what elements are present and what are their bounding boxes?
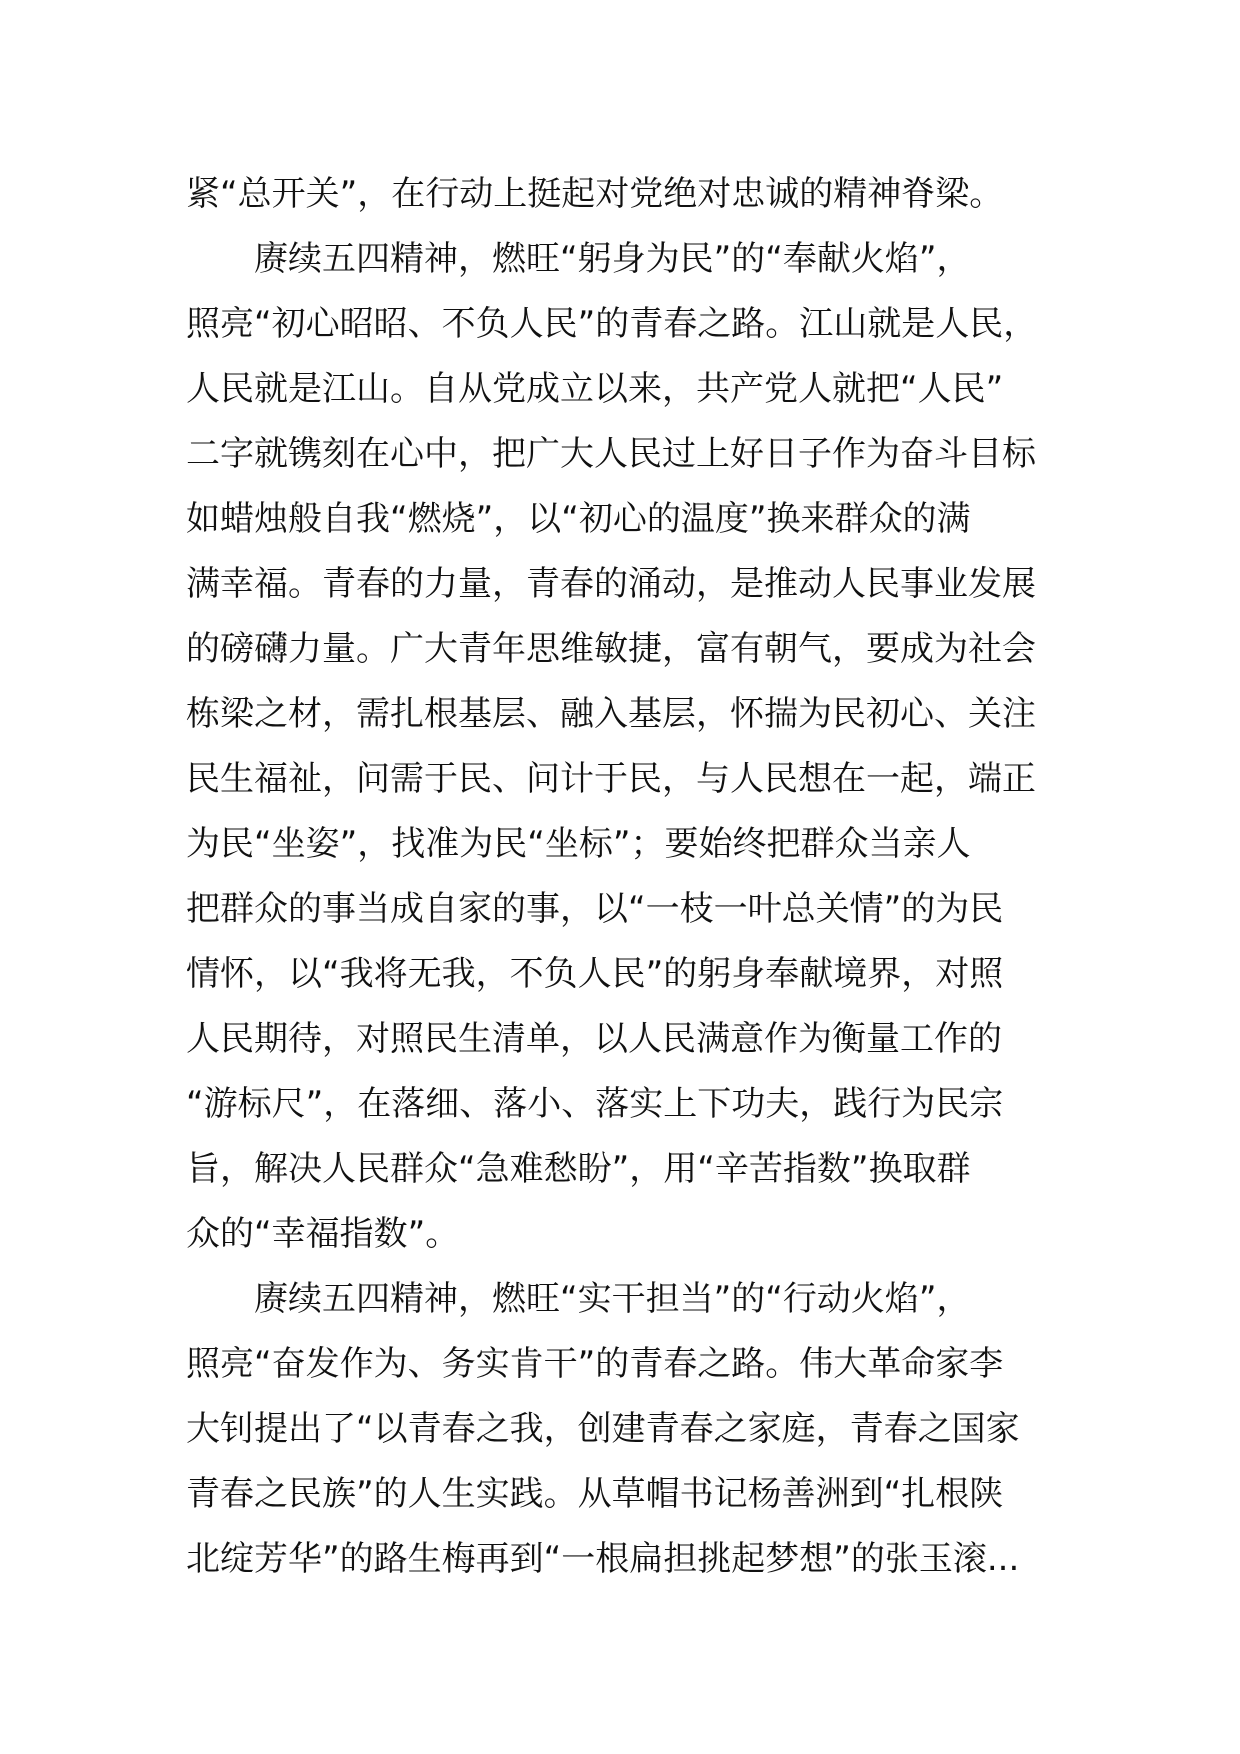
text-line: 如蜡烛般自我“燃烧”，以“初心的温度”换来群众的满	[186, 499, 971, 539]
text-line: 情怀，以“我将无我，不负人民”的躬身奉献境界，对照	[186, 954, 1004, 994]
text-line: 青春之民族”的人生实践。从草帽书记杨善洲到“扎根陕	[186, 1474, 1004, 1514]
text-line: 人民就是江山。自从党成立以来，共产党人就把“人民”	[186, 369, 1004, 409]
text-line: 把群众的事当成自家的事，以“一枝一叶总关情”的为民	[186, 889, 1004, 929]
text-line: 照亮“奋发作为、务实肯干”的青春之路。伟大革命家李	[186, 1344, 1004, 1384]
text-line: 众的“幸福指数”。	[186, 1214, 460, 1254]
text-line: 旨，解决人民群众“急难愁盼”，用“辛苦指数”换取群	[186, 1149, 971, 1189]
text-line: 满幸福。青春的力量，青春的涌动，是推动人民事业发展	[186, 564, 1036, 604]
text-line: 紧“总开关”，在行动上挺起对党绝对忠诚的精神脊梁。	[186, 174, 1004, 214]
text-line: 大钊提出了“以青春之我，创建青春之家庭，青春之国家	[186, 1409, 1020, 1449]
text-line: 人民期待，对照民生清单，以人民满意作为衡量工作的	[186, 1019, 1002, 1059]
text-line: 的磅礴力量。广大青年思维敏捷，富有朝气，要成为社会	[186, 629, 1036, 669]
text-line: 北绽芳华”的路生梅再到“一根扁担挑起梦想”的张玉滚...	[186, 1539, 1020, 1579]
text-line: 为民“坐姿”，找准为民“坐标”；要始终把群众当亲人	[186, 824, 971, 864]
text-line: 照亮“初心昭昭、不负人民”的青春之路。江山就是人民，	[186, 304, 1038, 344]
text-line: 二字就镌刻在心中，把广大人民过上好日子作为奋斗目标	[186, 434, 1036, 474]
text-line: 栋梁之材，需扎根基层、融入基层，怀揣为民初心、关注	[186, 694, 1036, 734]
text-line: 民生福祉，问需于民、问计于民，与人民想在一起，端正	[186, 759, 1036, 799]
text-line: “游标尺”，在落细、落小、落实上下功夫，践行为民宗	[186, 1084, 1004, 1124]
paragraph-start-line: 赓续五四精神，燃旺“实干担当”的“行动火焰”，	[254, 1279, 971, 1319]
paragraph-start-line: 赓续五四精神，燃旺“躬身为民”的“奉献火焰”，	[254, 239, 971, 279]
body-text	[186, 162, 1066, 1592]
